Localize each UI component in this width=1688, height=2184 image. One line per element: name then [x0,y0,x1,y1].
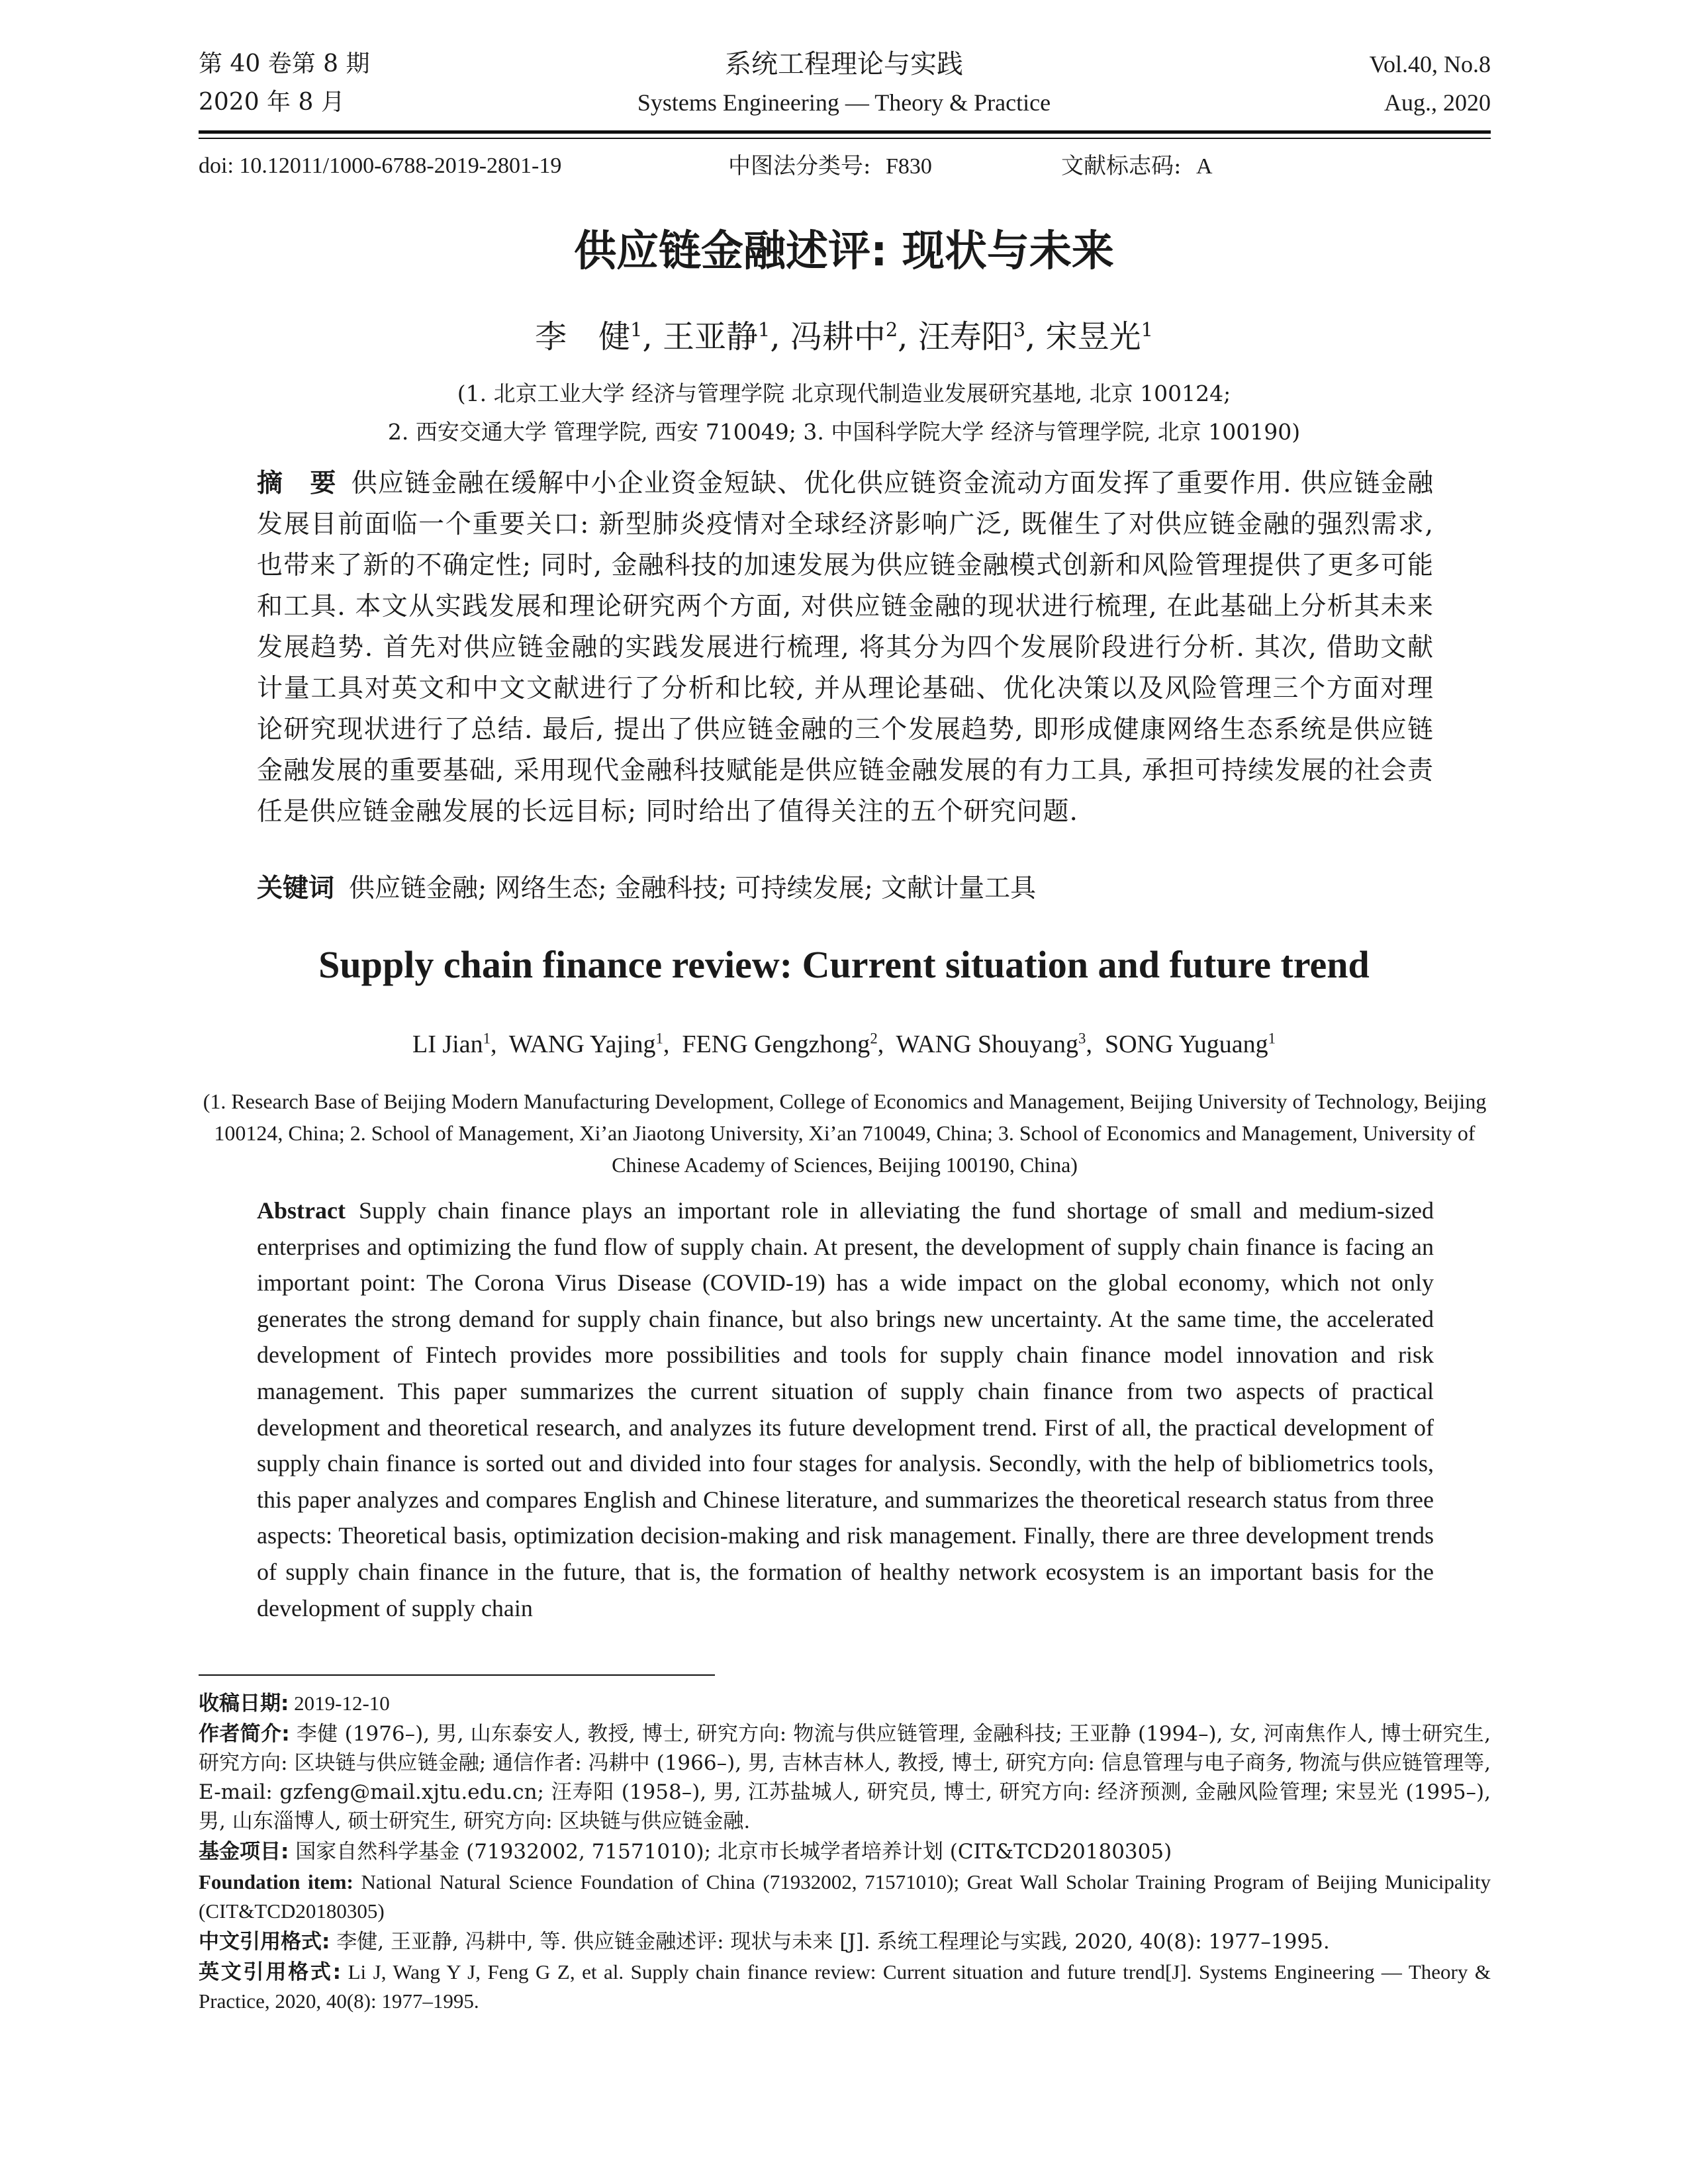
authors-cn: 李 健$^1$, 王亚静$^1$, 冯耕中$^2$, 汪寿阳$^3$, 宋昱光$^1$ [535,318,1153,355]
cite-en-label: 英文引用格式: [199,1960,342,1984]
author-cn: 宋昱光$^1$ [1045,318,1153,355]
footnote-received [199,1689,1491,1718]
abstract-cn-text: 供应链金融在缓解中小企业资金短缺、优化供应链资金流动方面发挥了重要作用. 供应链金融发展目前面临一个重要关口: 新型肺炎疫情对全球经济影响广泛, 既催生了对供应链金融的强烈需求, 也带来了新的不确定性; 同时, 金融科技的加速发展为供应链金融模式创新和风险管理提供了更多可能和工具. 本文从实践发展和理论研究两个方面, 对供应链金融的现状进行梳理, 在此基础上分析其未来发展趋势. 首先对供应链金融的实践发展进行梳理, 将其分为四个发展阶段进行分析. 其次, 借助文献计量工具对英文和中文文献进行了分析和比较, 并从理论基础、优化决策以及风险管理三个方面对理论研究现状进行了总结. 最后, 提出了供应链金融的三个发展趋势, 即形成健康网络生态系统是供应链金融发展的重要基础, 采用现代金融科技赋能是供应链金融发展的有力工具, 承担可持续发展的社会责任是供应链金融发展的长远目标; 同时给出了值得关注的五个研究问题. [257,469,1434,827]
author-cn: 王亚静$^1$ [662,318,771,355]
footnote-foundation [199,1868,1491,1926]
affiliation-cn-line-1: (1. 北京工业大学 经济与管理学院 北京现代制造业发展研究基地, 北京 100124; [457,381,1231,406]
author-en: WANG Yajing$^1$ [508,1030,663,1058]
journal-title-en: Systems Engineering — Theory & Practice [637,89,1051,116]
keywords-cn-text: 供应链金融; 网络生态; 金融科技; 可持续发展; 文献计量工具 [349,874,1037,903]
foundation-label: Foundation item: [199,1870,353,1893]
paper-title-cn: 供应链金融述评: 现状与未来 [574,227,1114,276]
abstract-cn-label: 摘 要 [257,469,337,498]
header-date-en: Aug., 2020 [1384,89,1491,116]
footnote-cite-en [199,1958,1491,2016]
footnote-cite-cn [199,1927,1491,1956]
author-cn: 李 健$^1$ [535,318,643,355]
header-volume-cn: 第 40 卷第 8 期 [199,50,370,77]
paper-title-en: Supply chain finance review: Current situation and future trend [318,943,1370,986]
footnote-author-bio [199,1719,1491,1836]
footnote-fund [199,1837,1491,1866]
abstract-en [257,1193,1434,1626]
author-en: FENG Gengzhong$^2$ [682,1030,878,1058]
header-rule-thin [199,138,1491,139]
affiliation-cn-line-2: 2. 西安交通大学 管理学院, 西安 710049; 3. 中国科学院大学 经济与管理学院, 北京 100190) [387,419,1301,445]
clc-code [728,152,932,181]
clc-value: F830 [885,154,932,179]
clc-label: 中图法分类号: [728,153,871,179]
fund-text: 国家自然科学基金 (71932002, 71571010); 北京市长城学者培养计划 (CIT&TCD20180305) [295,1840,1172,1864]
header-date-cn: 2020 年 8 月 [199,89,345,116]
abstract-en-text: Supply chain finance plays an important role in alleviating the fund shortage of small and medium-sized enterprises and optimizing the fund flow of supply chain. At present, the development of supply chain finance is facing an important point: The Corona Virus Disease (COVID-19) has a wide impact on the global economy, which not only generates the strong demand for supply chain finance, but also brings new uncertainty. At the same time, the accelerated development of Fintech provides more possibilities and tools for supply chain finance model innovation and risk management. This paper summarizes the current situation of supply chain finance from two aspects of practical development and theoretical research, and analyzes its future development trend. First of all, the practical development of supply chain finance is sorted out and divided into four stages for analysis. Secondly, with the help of bibliometrics tools, this paper analyzes and compares English and Chinese literature, and summarizes the theoretical research status from three aspects: Theoretical basis, optimization decision-making and risk management. Finally, there are three development trends of supply chain finance in the future, that is, the formation of healthy network ecosystem is an important basis for the development of supply chain [257,1197,1434,1621]
keywords-cn-label: 关键词 [257,874,335,903]
cite-en-text: Li J, Wang Y J, Feng G Z, et al. Supply chain finance review: Current situation and future trend[J]. Systems Engineering — Theory & Practice, 2020, 40(8): 1977–1995. [199,1960,1491,2013]
author-en: WANG Shouyang$^3$ [896,1030,1086,1058]
received-label: 收稿日期: [199,1692,289,1715]
abstract-en-label: Abstract [257,1197,346,1224]
bio-label: 作者简介: [199,1722,290,1746]
abstract-cn [257,463,1434,833]
received-value: 2019-12-10 [294,1692,390,1715]
authors-en: LI Jian$^1$, WANG Yajing$^1$, FENG Gengzhong$^2$, WANG Shouyang$^3$, SONG Yuguang$^1$ [412,1030,1276,1058]
footnote-rule [199,1674,715,1676]
header-rule-thick [199,130,1491,134]
doc-code-label: 文献标志码: [1061,153,1182,179]
keywords-cn [257,868,1434,909]
author-en: LI Jian$^1$ [412,1030,491,1058]
journal-title-cn: 系统工程理论与实践 [725,49,963,79]
author-cn: 冯耕中$^2$ [790,318,898,355]
author-en: SONG Yuguang$^1$ [1104,1030,1276,1058]
affiliations-en: (1. Research Base of Beijing Modern Manufacturing Development, College of Economics and Management, Beijing University of Technology, Beijing 100124, China; 2. School of Management, Xi’an Jiaotong University, Xi’an 710049, China; 3. School of Economics and Management, University of Chinese Academy of Sciences, Beijing 100190, China) [203,1089,1487,1177]
fund-label: 基金项目: [199,1840,289,1864]
doc-code [1061,152,1213,181]
author-cn: 汪寿阳$^3$ [917,318,1026,355]
doi: doi: 10.12011/1000-6788-2019-2801-19 [199,154,562,178]
cite-cn-label: 中文引用格式: [199,1930,330,1954]
bio-text: 李健 (1976–), 男, 山东泰安人, 教授, 博士, 研究方向: 物流与供应链管理, 金融科技; 王亚静 (1994–), 女, 河南焦作人, 博士研究生, 研究方向: 区块链与供应链金融; 通信作者: 冯耕中 (1966–), 男, 吉林吉林人, 教授, 博士, 研究方向: 信息管理与电子商务, 物流与供应链管理等, E-mail: gzfeng@mail.xjtu.edu.cn; 汪寿阳 (1958–), 男, 江苏盐城人, 研究员, 博士, 研究方向: 经济预测, 金融风险管理; 宋昱光 (1995–), 男, 山东淄博人, 硕士研究生, 研究方向: 区块链与供应链金融. [199,1722,1491,1833]
header-volume-en: Vol.40, No.8 [1369,51,1491,77]
foundation-text: National Natural Science Foundation of China (71932002, 71571010); Great Wall Scholar Training Program of Beijing Municipality (CIT&TCD20180305) [199,1870,1491,1923]
doc-code-value: A [1196,154,1213,179]
cite-cn-text: 李健, 王亚静, 冯耕中, 等. 供应链金融述评: 现状与未来 [J]. 系统工程理论与实践, 2020, 40(8): 1977–1995. [336,1930,1330,1954]
